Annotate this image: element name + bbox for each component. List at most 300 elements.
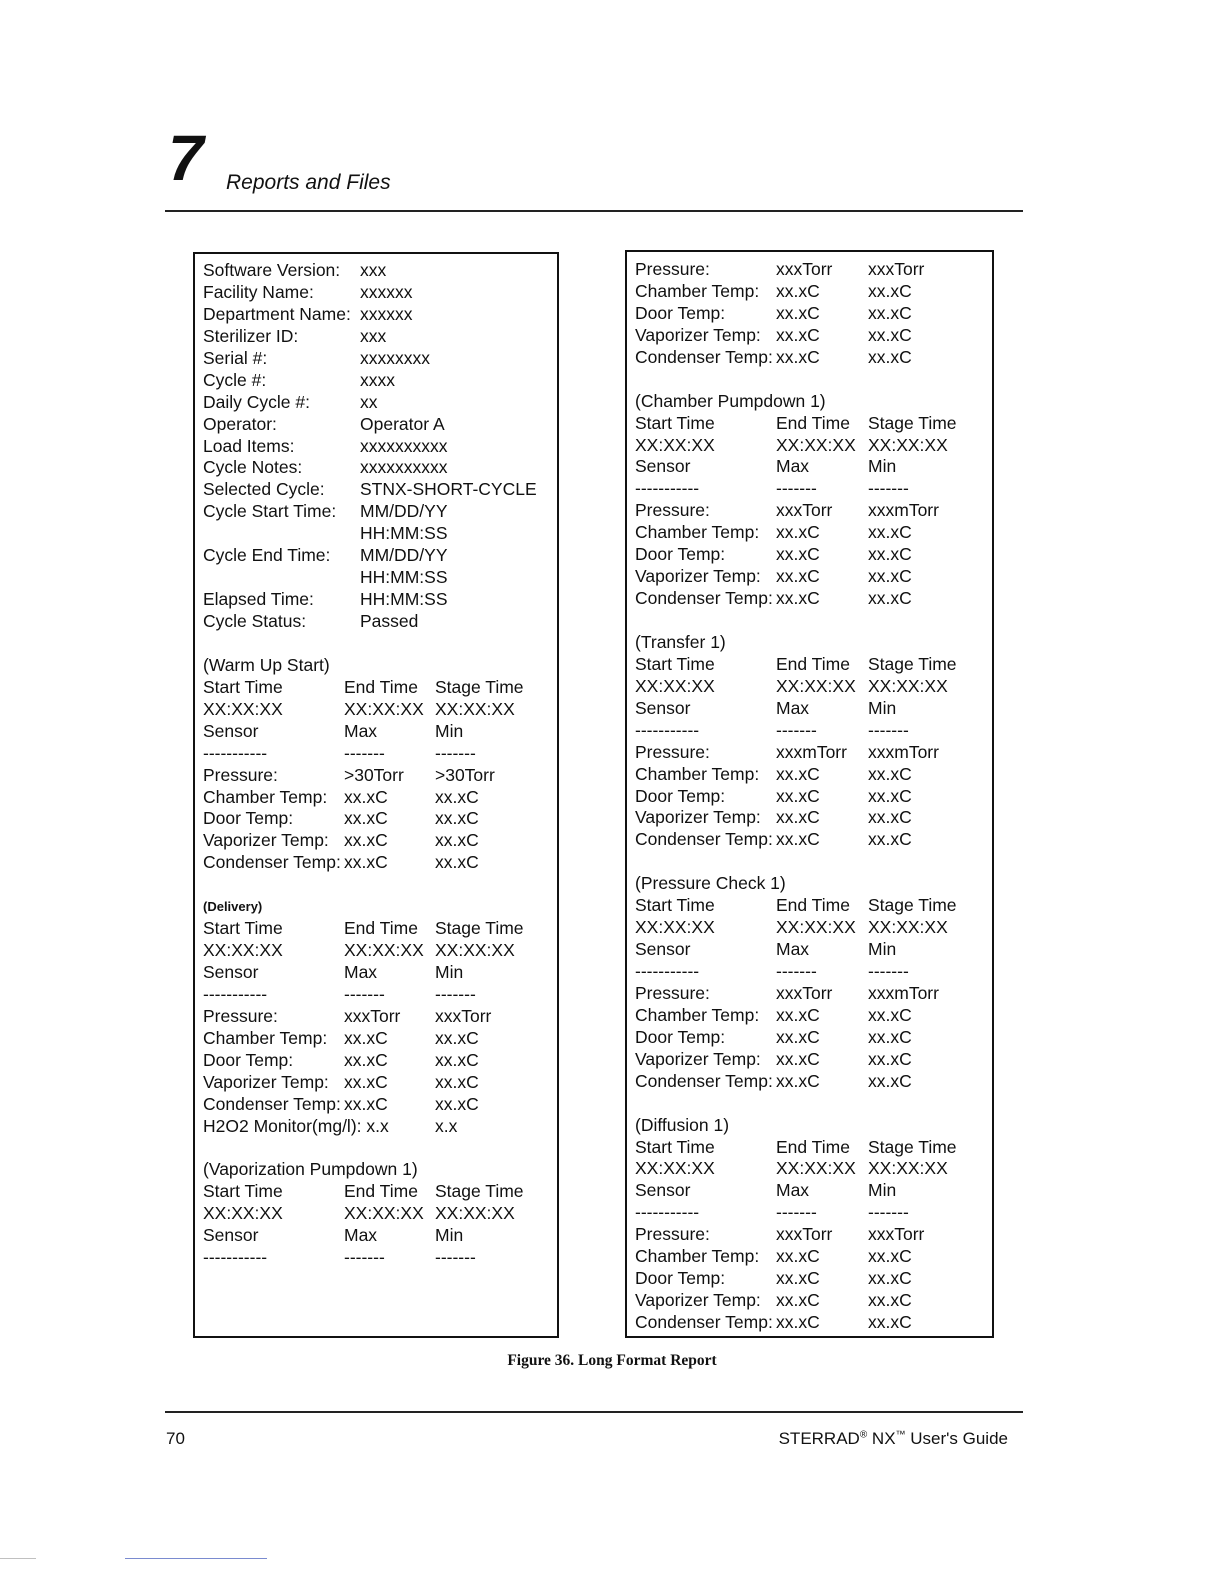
- report-cell: xx.xC: [435, 1049, 479, 1070]
- report-cell: xx.xC: [776, 1004, 820, 1025]
- report-row: [203, 1225, 557, 1247]
- report-cell: xx.xC: [868, 346, 912, 367]
- report-cell: xx.xC: [776, 1048, 820, 1069]
- report-row: [635, 413, 992, 435]
- report-cell: -------: [776, 719, 817, 740]
- info-row: [203, 501, 557, 523]
- report-cell: Pressure:: [203, 1005, 278, 1026]
- report-cell: Sensor: [203, 1225, 259, 1246]
- report-row: [203, 787, 557, 809]
- report-row: [203, 1050, 557, 1072]
- report-row: [635, 1071, 992, 1093]
- report-cell: XX:XX:XX: [344, 1203, 424, 1224]
- report-cell: Chamber Temp:: [203, 1027, 328, 1048]
- info-label: Elapsed Time:: [203, 589, 314, 610]
- info-value: MM/DD/YY: [360, 501, 448, 522]
- report-cell: Max: [344, 962, 378, 982]
- report-cell: End Time: [344, 1181, 418, 1202]
- chapter-number: 7: [168, 122, 204, 194]
- report-cell: Min: [435, 720, 464, 741]
- report-cell: -------: [435, 742, 476, 763]
- report-cell: End Time: [776, 653, 850, 674]
- report-cell: -----------: [635, 478, 700, 499]
- report-cell: XX:XX:XX: [868, 917, 948, 938]
- report-cell: xx.xC: [776, 807, 820, 828]
- report-cell: xxxTorr: [868, 1224, 925, 1245]
- report-cell: Min: [868, 456, 897, 477]
- scan-artifact-line: [125, 1558, 267, 1559]
- report-cell: -------: [776, 478, 817, 499]
- info-row: [203, 545, 557, 567]
- report-cell: XX:XX:XX: [344, 940, 424, 961]
- info-row: [203, 436, 557, 458]
- section-title: (Transfer 1): [635, 631, 726, 652]
- footer-suffix: User's Guide: [905, 1429, 1008, 1448]
- report-row: [203, 984, 557, 1006]
- report-row: [635, 435, 992, 457]
- info-value: xxxx: [360, 369, 395, 390]
- report-cell: Chamber Temp:: [203, 786, 328, 807]
- footer-product: STERRAD: [778, 1429, 860, 1448]
- report-cell: xx.xC: [344, 1071, 388, 1092]
- report-cell: XX:XX:XX: [635, 675, 715, 696]
- info-label: Daily Cycle #:: [203, 391, 310, 412]
- report-row: [635, 1137, 992, 1159]
- report-row: [635, 1049, 992, 1071]
- report-row: [635, 522, 992, 544]
- report-cell: xx.xC: [776, 302, 820, 323]
- info-row: [203, 348, 557, 370]
- info-row: [203, 567, 557, 589]
- section-gap: [635, 1093, 992, 1115]
- report-row: [635, 983, 992, 1005]
- report-row: [635, 654, 992, 676]
- report-row: [635, 347, 992, 369]
- report-cell: Vaporizer Temp:: [203, 830, 329, 851]
- report-cell: xx.xC: [868, 588, 912, 609]
- report-cell: XX:XX:XX: [868, 675, 948, 696]
- report-cell: xx.xC: [868, 302, 912, 323]
- report-row: [635, 742, 992, 764]
- info-label: Serial #:: [203, 347, 268, 368]
- report-cell: xx.xC: [868, 763, 912, 784]
- report-cell: Door Temp:: [635, 302, 726, 323]
- report-cell: xx.xC: [776, 763, 820, 784]
- report-cell: Vaporizer Temp:: [635, 324, 761, 345]
- report-cell: xx.xC: [776, 566, 820, 587]
- report-cell: Stage Time: [435, 1181, 524, 1202]
- report-cell: xx.xC: [435, 1027, 479, 1048]
- section-title: (Warm Up Start): [203, 654, 330, 675]
- report-cell: End Time: [776, 895, 850, 916]
- report-row: [203, 1116, 557, 1138]
- report-cell: XX:XX:XX: [868, 434, 948, 455]
- header-rule: [165, 210, 1023, 212]
- report-cell: xx.xC: [435, 852, 479, 873]
- report-cell: -------: [868, 719, 909, 740]
- info-label: Operator:: [203, 413, 277, 434]
- report-cell: x.x: [435, 1115, 458, 1136]
- info-row: [203, 589, 557, 611]
- report-cell: Vaporizer Temp:: [635, 1048, 761, 1069]
- section-title: (Diffusion 1): [635, 1114, 730, 1135]
- report-cell: xx.xC: [868, 1268, 912, 1289]
- report-row: [635, 1005, 992, 1027]
- info-row: [203, 611, 557, 633]
- report-cell: XX:XX:XX: [203, 940, 283, 961]
- report-cell: Stage Time: [868, 1136, 957, 1157]
- report-cell: xx.xC: [868, 807, 912, 828]
- report-cell: Start Time: [635, 895, 715, 916]
- report-cell: XX:XX:XX: [776, 675, 856, 696]
- report-row: [635, 829, 992, 851]
- report-cell: -----------: [203, 742, 268, 763]
- report-panel-right: [625, 250, 994, 1338]
- report-cell: xx.xC: [776, 544, 820, 565]
- report-cell: xxxmTorr: [868, 741, 939, 762]
- report-cell: xx.xC: [868, 1004, 912, 1025]
- report-row: [635, 1290, 992, 1312]
- info-row: [203, 304, 557, 326]
- info-label: Software Version:: [203, 260, 341, 280]
- report-cell: Start Time: [635, 1136, 715, 1157]
- report-cell: xx.xC: [868, 1312, 912, 1332]
- section-gap: [635, 851, 992, 873]
- report-cell: Max: [776, 697, 810, 718]
- report-row: [203, 830, 557, 852]
- report-row: [635, 807, 992, 829]
- report-row: [203, 1247, 557, 1269]
- section-gap: [203, 1138, 557, 1160]
- info-value: xxxxxxxx: [360, 347, 430, 368]
- report-cell: XX:XX:XX: [435, 1203, 515, 1224]
- report-row: [635, 588, 992, 610]
- report-cell: XX:XX:XX: [435, 698, 515, 719]
- footer-title: [779, 1429, 1008, 1449]
- report-row: [635, 917, 992, 939]
- report-cell: End Time: [776, 1136, 850, 1157]
- info-label: Facility Name:: [203, 281, 314, 302]
- report-cell: Vaporizer Temp:: [635, 807, 761, 828]
- report-row: [203, 1028, 557, 1050]
- info-row: [203, 370, 557, 392]
- report-cell: -------: [435, 983, 476, 1004]
- report-cell: xx.xC: [435, 808, 479, 829]
- report-cell: Min: [868, 939, 897, 960]
- report-cell: xxxTorr: [776, 982, 833, 1003]
- report-row: [635, 325, 992, 347]
- info-row: [203, 326, 557, 348]
- report-cell: -----------: [635, 961, 700, 981]
- report-cell: Pressure:: [203, 764, 278, 785]
- report-row: [203, 699, 557, 721]
- report-cell: XX:XX:XX: [868, 1158, 948, 1179]
- report-cell: Chamber Temp:: [635, 522, 760, 543]
- report-cell: Sensor: [635, 939, 691, 960]
- report-cell: Min: [435, 962, 464, 982]
- report-row: [635, 764, 992, 786]
- report-cell: xx.xC: [344, 852, 388, 873]
- report-cell: >30Torr: [435, 764, 495, 785]
- report-cell: Vaporizer Temp:: [203, 1071, 329, 1092]
- info-value: xxxxxx: [360, 281, 413, 302]
- report-cell: Min: [435, 1225, 464, 1246]
- report-cell: Start Time: [203, 676, 283, 697]
- report-cell: XX:XX:XX: [203, 1203, 283, 1224]
- report-cell: XX:XX:XX: [776, 917, 856, 938]
- report-cell: xxxTorr: [344, 1005, 401, 1026]
- report-row: [635, 1202, 992, 1224]
- report-cell: xx.xC: [776, 1070, 820, 1091]
- report-row: [203, 1203, 557, 1225]
- footer-rule: [165, 1411, 1023, 1413]
- report-cell: -------: [344, 983, 385, 1004]
- report-row: [635, 939, 992, 961]
- report-cell: XX:XX:XX: [635, 1158, 715, 1179]
- report-cell: xxxmTorr: [868, 982, 939, 1003]
- report-cell: Sensor: [635, 456, 691, 477]
- report-cell: Max: [776, 1180, 810, 1201]
- report-cell: xxxTorr: [776, 259, 833, 279]
- report-cell: Vaporizer Temp:: [635, 1290, 761, 1311]
- info-value: xxxxxx: [360, 303, 413, 324]
- info-row: [203, 479, 557, 501]
- report-cell: Max: [776, 939, 810, 960]
- report-row: [635, 1027, 992, 1049]
- report-row: [203, 1006, 557, 1028]
- report-row: [635, 698, 992, 720]
- report-cell: Door Temp:: [203, 1049, 294, 1070]
- info-label: Cycle End Time:: [203, 545, 331, 566]
- scan-artifact-line: [0, 1558, 36, 1559]
- report-row: [635, 456, 992, 478]
- report-cell: Stage Time: [868, 412, 957, 433]
- report-cell: End Time: [776, 412, 850, 433]
- report-cell: Chamber Temp:: [635, 763, 760, 784]
- report-panel-left: [193, 252, 559, 1338]
- section-title: (Delivery): [203, 899, 263, 915]
- report-cell: -------: [776, 1202, 817, 1223]
- report-row: [635, 786, 992, 808]
- report-cell: xx.xC: [344, 830, 388, 851]
- report-cell: Stage Time: [435, 918, 524, 939]
- info-label: Cycle #:: [203, 369, 267, 390]
- info-label: Sterilizer ID:: [203, 325, 299, 346]
- report-row: [635, 1158, 992, 1180]
- info-value: xxxxxxxxxx: [360, 435, 448, 456]
- report-cell: Sensor: [635, 697, 691, 718]
- report-cell: Pressure:: [635, 1224, 710, 1245]
- report-row: [203, 677, 557, 699]
- report-row: [635, 1268, 992, 1290]
- info-row: [203, 414, 557, 436]
- info-row: [203, 282, 557, 304]
- report-cell: Max: [344, 1225, 378, 1246]
- report-row: [635, 478, 992, 500]
- info-row: [203, 260, 557, 282]
- report-cell: xxxTorr: [868, 259, 925, 279]
- report-row: [203, 743, 557, 765]
- report-cell: xxxmTorr: [776, 741, 847, 762]
- report-cell: xxxTorr: [776, 500, 833, 521]
- section-gap: [635, 369, 992, 391]
- report-cell: Chamber Temp:: [635, 1246, 760, 1267]
- report-cell: xx.xC: [776, 522, 820, 543]
- report-cell: XX:XX:XX: [635, 917, 715, 938]
- report-cell: xx.xC: [868, 1290, 912, 1311]
- report-row: [203, 940, 557, 962]
- report-cell: xx.xC: [868, 324, 912, 345]
- report-cell: Condenser Temp:: [203, 852, 341, 873]
- report-cell: xx.xC: [868, 1048, 912, 1069]
- report-cell: Start Time: [635, 412, 715, 433]
- report-cell: Condenser Temp:: [635, 829, 773, 850]
- report-cell: -------: [344, 742, 385, 763]
- report-cell: Condenser Temp:: [635, 1070, 773, 1091]
- chapter-title: Reports and Files: [226, 171, 391, 194]
- report-cell: -------: [435, 1247, 476, 1268]
- report-cell: xx.xC: [776, 1290, 820, 1311]
- report-cell: XX:XX:XX: [203, 698, 283, 719]
- report-cell: H2O2 Monitor(mg/l): x.x: [203, 1115, 389, 1136]
- report-cell: Start Time: [635, 653, 715, 674]
- report-row: [203, 808, 557, 830]
- report-cell: -------: [776, 961, 817, 981]
- report-row: [635, 720, 992, 742]
- info-value: xxx: [360, 325, 387, 346]
- report-cell: -------: [868, 478, 909, 499]
- report-cell: -----------: [203, 983, 268, 1004]
- registered-mark: ®: [859, 1429, 868, 1441]
- report-cell: XX:XX:XX: [776, 434, 856, 455]
- report-row: [635, 1246, 992, 1268]
- report-cell: xx.xC: [868, 566, 912, 587]
- report-cell: Pressure:: [635, 500, 710, 521]
- page-number: 70: [166, 1429, 185, 1448]
- report-cell: -----------: [635, 719, 700, 740]
- report-cell: Pressure:: [635, 741, 710, 762]
- report-cell: Start Time: [203, 1181, 283, 1202]
- report-cell: -------: [868, 1202, 909, 1223]
- report-row: [203, 1094, 557, 1116]
- report-cell: Door Temp:: [635, 1268, 726, 1289]
- report-cell: Sensor: [203, 962, 259, 982]
- report-cell: xxxTorr: [435, 1005, 492, 1026]
- report-row: [635, 676, 992, 698]
- report-cell: xxxmTorr: [868, 500, 939, 521]
- report-cell: Sensor: [203, 720, 259, 741]
- report-cell: Min: [868, 697, 897, 718]
- report-cell: xx.xC: [868, 1070, 912, 1091]
- report-cell: End Time: [344, 918, 418, 939]
- report-row: [635, 500, 992, 522]
- report-cell: xx.xC: [344, 786, 388, 807]
- report-cell: xx.xC: [868, 1246, 912, 1267]
- section-gap: [203, 633, 557, 655]
- report-cell: Pressure:: [635, 982, 710, 1003]
- report-cell: Max: [776, 456, 810, 477]
- report-cell: xx.xC: [344, 1093, 388, 1114]
- report-cell: Vaporizer Temp:: [635, 566, 761, 587]
- report-cell: xx.xC: [435, 786, 479, 807]
- report-cell: Door Temp:: [635, 1026, 726, 1047]
- report-row: [203, 721, 557, 743]
- report-cell: Min: [868, 1180, 897, 1201]
- report-cell: xx.xC: [868, 544, 912, 565]
- info-row: [203, 523, 557, 545]
- section-gap: [635, 610, 992, 632]
- info-value: MM/DD/YY: [360, 545, 448, 566]
- info-label: Cycle Notes:: [203, 457, 303, 478]
- report-cell: -------: [868, 961, 909, 981]
- report-cell: xx.xC: [776, 1026, 820, 1047]
- report-cell: xx.xC: [776, 785, 820, 806]
- report-row: [635, 1312, 992, 1334]
- report-cell: Door Temp:: [203, 808, 294, 829]
- report-cell: xxxTorr: [776, 1224, 833, 1245]
- info-label: Cycle Status:: [203, 611, 307, 631]
- info-label: Selected Cycle:: [203, 479, 325, 500]
- report-cell: Stage Time: [868, 653, 957, 674]
- report-row: [635, 566, 992, 588]
- report-cell: xx.xC: [435, 1093, 479, 1114]
- report-cell: xx.xC: [868, 1026, 912, 1047]
- report-row: [203, 1181, 557, 1203]
- report-cell: xx.xC: [344, 1049, 388, 1070]
- report-cell: xx.xC: [868, 829, 912, 850]
- report-cell: Condenser Temp:: [635, 346, 773, 367]
- report-row: [635, 281, 992, 303]
- report-cell: XX:XX:XX: [776, 1158, 856, 1179]
- info-value: HH:MM:SS: [360, 567, 448, 588]
- report-cell: -----------: [203, 1247, 268, 1268]
- report-cell: xx.xC: [435, 1071, 479, 1092]
- report-cell: Door Temp:: [635, 544, 726, 565]
- section-gap: [203, 874, 557, 896]
- footer-model: NX: [867, 1429, 896, 1448]
- report-cell: xx.xC: [868, 785, 912, 806]
- info-value: Passed: [360, 611, 419, 631]
- report-cell: Stage Time: [435, 676, 524, 697]
- report-cell: -----------: [635, 1202, 700, 1223]
- report-cell: -------: [344, 1247, 385, 1268]
- info-value: HH:MM:SS: [360, 523, 448, 544]
- report-row: [203, 765, 557, 787]
- info-value: STNX-SHORT-CYCLE: [360, 479, 537, 500]
- report-row: [635, 544, 992, 566]
- report-cell: Chamber Temp:: [635, 280, 760, 301]
- report-row: [203, 918, 557, 940]
- info-value: xxxxxxxxxx: [360, 457, 448, 478]
- report-cell: End Time: [344, 676, 418, 697]
- report-row: [635, 1180, 992, 1202]
- figure-caption: Figure 36. Long Format Report: [507, 1352, 717, 1369]
- section-title: (Vaporization Pumpdown 1): [203, 1159, 418, 1180]
- report-cell: Chamber Temp:: [635, 1004, 760, 1025]
- report-cell: xx.xC: [776, 829, 820, 850]
- report-row: [635, 961, 992, 983]
- report-cell: Door Temp:: [635, 785, 726, 806]
- report-cell: xx.xC: [344, 808, 388, 829]
- report-row: [203, 962, 557, 984]
- report-cell: xx.xC: [776, 346, 820, 367]
- trademark-mark: ™: [895, 1429, 906, 1441]
- report-cell: XX:XX:XX: [344, 698, 424, 719]
- report-cell: Stage Time: [868, 895, 957, 916]
- info-value: xxx: [360, 260, 387, 280]
- report-row: [635, 1224, 992, 1246]
- report-row: [635, 303, 992, 325]
